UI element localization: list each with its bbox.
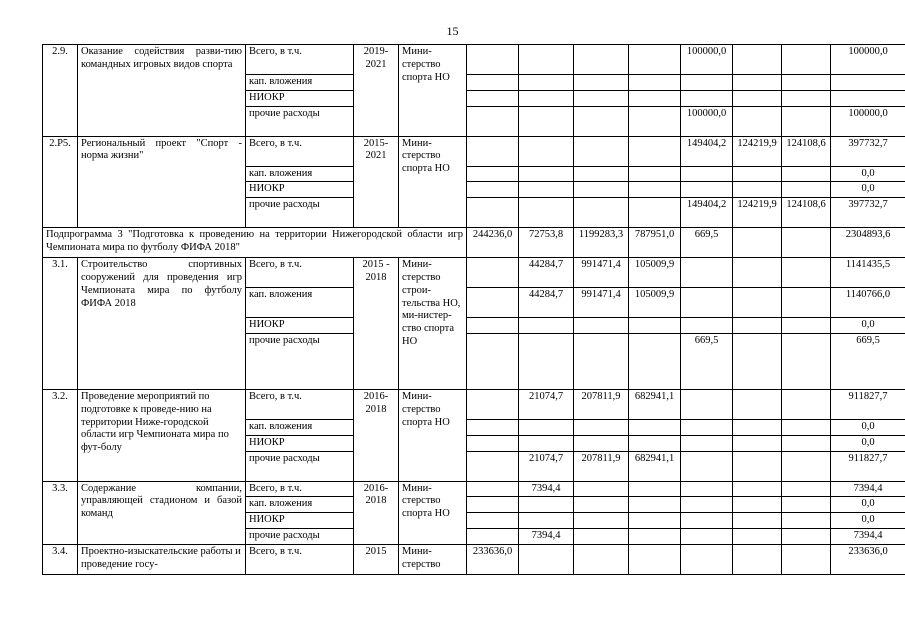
period: 2016-2018	[354, 481, 399, 544]
value-cell	[519, 166, 574, 182]
value-cell	[681, 90, 733, 106]
value-cell: 44284,7	[519, 258, 574, 288]
value-cell	[574, 45, 629, 75]
value-cell	[782, 528, 831, 544]
value-cell	[782, 497, 831, 513]
value-cell	[733, 419, 782, 435]
executor: Мини-стерство спорта НО	[399, 136, 467, 228]
value-cell	[629, 106, 681, 136]
value-cell	[782, 182, 831, 198]
total-cell: 1140766,0	[831, 288, 905, 318]
value-cell	[629, 513, 681, 529]
value-cell: 991471,4	[574, 288, 629, 318]
total-cell: 397732,7	[831, 136, 905, 166]
value-cell	[467, 419, 519, 435]
value-cell	[467, 136, 519, 166]
value-cell	[681, 389, 733, 419]
value-cell	[681, 513, 733, 529]
expense-type: Всего, в т.ч.	[246, 136, 354, 166]
value-cell	[733, 75, 782, 91]
section-number: 2.Р5.	[43, 136, 78, 228]
value-cell	[733, 513, 782, 529]
total-cell: 100000,0	[831, 45, 905, 75]
value-cell: 21074,7	[519, 389, 574, 419]
value-cell	[782, 389, 831, 419]
value-cell	[782, 288, 831, 318]
value-cell	[681, 544, 733, 574]
total-cell	[831, 90, 905, 106]
value-cell	[681, 258, 733, 288]
value-cell	[782, 75, 831, 91]
period: 2019-2021	[354, 45, 399, 137]
value-cell	[681, 419, 733, 435]
value-cell	[467, 182, 519, 198]
total-cell: 0,0	[831, 513, 905, 529]
expense-type: кап. вложения	[246, 75, 354, 91]
value-cell	[629, 182, 681, 198]
total-cell: 0,0	[831, 182, 905, 198]
value-cell	[733, 228, 782, 258]
value-cell	[782, 258, 831, 288]
activity-name: Строительство спортивных сооружений для проведения игр Чемпионата мира по футболу ФИФА 2018	[78, 258, 246, 390]
total-cell: 669,5	[831, 333, 905, 389]
value-cell	[467, 497, 519, 513]
value-cell	[574, 544, 629, 574]
table-row	[43, 389, 905, 419]
value-cell	[629, 544, 681, 574]
value-cell	[782, 333, 831, 389]
activity-name: Содержание компании, управляющей стадионом и базой команд	[78, 481, 246, 544]
value-cell	[519, 513, 574, 529]
value-cell	[733, 481, 782, 497]
value-cell	[681, 318, 733, 334]
value-cell	[629, 136, 681, 166]
value-cell	[681, 75, 733, 91]
value-cell	[574, 513, 629, 529]
table-row	[43, 481, 905, 497]
value-cell	[782, 166, 831, 182]
activity-name: Проведение мероприятий по подготовке к проведе-нию на территории Ниже-городской области игр Чемпионата мира по фут-болу	[78, 389, 246, 481]
value-cell	[467, 75, 519, 91]
activity-name: Региональный проект "Спорт - норма жизни"	[78, 136, 246, 228]
value-cell: 669,5	[681, 228, 733, 258]
total-cell: 100000,0	[831, 106, 905, 136]
value-cell	[574, 75, 629, 91]
value-cell	[467, 288, 519, 318]
value-cell: 233636,0	[467, 544, 519, 574]
value-cell	[467, 513, 519, 529]
value-cell	[519, 333, 574, 389]
expense-type: Всего, в т.ч.	[246, 45, 354, 75]
value-cell: 991471,4	[574, 258, 629, 288]
value-cell: 149404,2	[681, 198, 733, 228]
value-cell	[519, 90, 574, 106]
value-cell	[733, 544, 782, 574]
value-cell	[467, 318, 519, 334]
total-cell: 0,0	[831, 435, 905, 451]
value-cell	[733, 528, 782, 544]
value-cell: 21074,7	[519, 451, 574, 481]
budget-table	[42, 44, 905, 575]
value-cell: 105009,9	[629, 288, 681, 318]
value-cell: 7394,4	[519, 528, 574, 544]
value-cell: 207811,9	[574, 451, 629, 481]
expense-type: НИОКР	[246, 435, 354, 451]
executor: Мини-стерство строи-тельства НО, ми-нистер-ство спорта НО	[399, 258, 467, 390]
value-cell	[574, 198, 629, 228]
value-cell	[467, 90, 519, 106]
value-cell: 7394,4	[519, 481, 574, 497]
value-cell	[519, 182, 574, 198]
value-cell: 682941,1	[629, 451, 681, 481]
value-cell	[782, 45, 831, 75]
value-cell	[467, 258, 519, 288]
period: 2016-2018	[354, 389, 399, 481]
value-cell: 124219,9	[733, 198, 782, 228]
expense-type: НИОКР	[246, 90, 354, 106]
value-cell	[629, 90, 681, 106]
total-cell: 911827,7	[831, 389, 905, 419]
value-cell	[782, 451, 831, 481]
value-cell	[782, 513, 831, 529]
period: 2015	[354, 544, 399, 574]
value-cell	[733, 258, 782, 288]
value-cell	[519, 419, 574, 435]
expense-type: кап. вложения	[246, 419, 354, 435]
period: 2015-2021	[354, 136, 399, 228]
value-cell	[574, 419, 629, 435]
expense-type: прочие расходы	[246, 198, 354, 228]
expense-type: кап. вложения	[246, 166, 354, 182]
total-cell: 233636,0	[831, 544, 905, 574]
value-cell	[681, 182, 733, 198]
value-cell	[629, 318, 681, 334]
value-cell	[574, 528, 629, 544]
executor: Мини-стерство	[399, 544, 467, 574]
value-cell	[629, 75, 681, 91]
expense-type: прочие расходы	[246, 106, 354, 136]
value-cell	[782, 435, 831, 451]
value-cell	[519, 497, 574, 513]
value-cell	[519, 198, 574, 228]
value-cell	[574, 435, 629, 451]
value-cell	[681, 528, 733, 544]
value-cell: 100000,0	[681, 45, 733, 75]
value-cell	[629, 333, 681, 389]
value-cell	[733, 90, 782, 106]
value-cell: 124108,6	[782, 198, 831, 228]
value-cell	[629, 419, 681, 435]
table-row	[43, 45, 905, 75]
value-cell	[467, 451, 519, 481]
value-cell: 787951,0	[629, 228, 681, 258]
expense-type: Всего, в т.ч.	[246, 481, 354, 497]
value-cell	[467, 389, 519, 419]
value-cell	[574, 318, 629, 334]
value-cell: 1199283,3	[574, 228, 629, 258]
value-cell	[629, 166, 681, 182]
value-cell	[782, 90, 831, 106]
expense-type: НИОКР	[246, 513, 354, 529]
value-cell	[681, 166, 733, 182]
executor: Мини-стерство спорта НО	[399, 45, 467, 137]
expense-type: Всего, в т.ч.	[246, 389, 354, 419]
section-number: 3.4.	[43, 544, 78, 574]
value-cell	[467, 198, 519, 228]
value-cell	[467, 45, 519, 75]
value-cell	[574, 90, 629, 106]
section-number: 2.9.	[43, 45, 78, 137]
page-number: 15	[446, 24, 459, 38]
value-cell: 44284,7	[519, 288, 574, 318]
total-cell: 1141435,5	[831, 258, 905, 288]
value-cell	[782, 544, 831, 574]
executor: Мини-стерство спорта НО	[399, 389, 467, 481]
value-cell	[629, 497, 681, 513]
value-cell: 124219,9	[733, 136, 782, 166]
value-cell	[629, 198, 681, 228]
value-cell	[733, 288, 782, 318]
table-row	[43, 258, 905, 288]
value-cell	[574, 166, 629, 182]
value-cell	[519, 435, 574, 451]
value-cell	[629, 435, 681, 451]
value-cell	[733, 318, 782, 334]
total-cell: 397732,7	[831, 198, 905, 228]
activity-name: Проектно-изыскательские работы и проведение госу-	[78, 544, 246, 574]
value-cell: 100000,0	[681, 106, 733, 136]
total-cell	[831, 75, 905, 91]
value-cell	[519, 136, 574, 166]
value-cell	[733, 45, 782, 75]
total-cell: 7394,4	[831, 528, 905, 544]
value-cell	[467, 333, 519, 389]
value-cell: 682941,1	[629, 389, 681, 419]
total-cell: 911827,7	[831, 451, 905, 481]
total-cell: 7394,4	[831, 481, 905, 497]
executor: Мини-стерство спорта НО	[399, 481, 467, 544]
value-cell	[733, 182, 782, 198]
value-cell	[733, 497, 782, 513]
value-cell	[733, 166, 782, 182]
value-cell	[733, 106, 782, 136]
total-cell: 0,0	[831, 497, 905, 513]
total-cell: 0,0	[831, 166, 905, 182]
value-cell	[519, 106, 574, 136]
period: 2015 - 2018	[354, 258, 399, 390]
value-cell	[467, 481, 519, 497]
value-cell	[519, 45, 574, 75]
expense-type: Всего, в т.ч.	[246, 544, 354, 574]
expense-type: Всего, в т.ч.	[246, 258, 354, 288]
section-number: 3.2.	[43, 389, 78, 481]
section-number: 3.1.	[43, 258, 78, 390]
expense-type: НИОКР	[246, 318, 354, 334]
expense-type: НИОКР	[246, 182, 354, 198]
table-row	[43, 544, 905, 574]
table-row	[43, 136, 905, 166]
value-cell: 244236,0	[467, 228, 519, 258]
subprogram-row	[43, 228, 905, 258]
value-cell: 72753,8	[519, 228, 574, 258]
value-cell	[519, 318, 574, 334]
expense-type: прочие расходы	[246, 451, 354, 481]
total-cell: 0,0	[831, 419, 905, 435]
value-cell	[574, 497, 629, 513]
expense-type: кап. вложения	[246, 288, 354, 318]
value-cell	[681, 451, 733, 481]
value-cell	[467, 106, 519, 136]
value-cell	[629, 45, 681, 75]
value-cell	[467, 166, 519, 182]
value-cell	[574, 136, 629, 166]
value-cell	[733, 333, 782, 389]
value-cell	[629, 528, 681, 544]
value-cell	[782, 481, 831, 497]
value-cell	[681, 497, 733, 513]
value-cell	[574, 333, 629, 389]
value-cell	[681, 435, 733, 451]
value-cell	[681, 288, 733, 318]
value-cell: 149404,2	[681, 136, 733, 166]
value-cell	[782, 106, 831, 136]
value-cell: 124108,6	[782, 136, 831, 166]
value-cell	[574, 481, 629, 497]
total-cell: 0,0	[831, 318, 905, 334]
expense-type: прочие расходы	[246, 528, 354, 544]
section-number: 3.3.	[43, 481, 78, 544]
value-cell	[681, 481, 733, 497]
total-cell: 2304893,6	[831, 228, 905, 258]
value-cell	[733, 451, 782, 481]
value-cell	[574, 182, 629, 198]
activity-name: Оказание содействия разви-тию командных игровых видов спорта	[78, 45, 246, 137]
value-cell	[519, 544, 574, 574]
value-cell: 105009,9	[629, 258, 681, 288]
value-cell	[782, 318, 831, 334]
value-cell	[629, 481, 681, 497]
subprogram-title: Подпрограмма 3 "Подготовка к проведению на территории Нижегородской области игр Чемпионата мира по футболу ФИФА 2018"	[43, 228, 467, 258]
value-cell	[519, 75, 574, 91]
value-cell	[782, 228, 831, 258]
value-cell	[733, 435, 782, 451]
value-cell	[733, 389, 782, 419]
value-cell	[574, 106, 629, 136]
expense-type: кап. вложения	[246, 497, 354, 513]
value-cell: 669,5	[681, 333, 733, 389]
value-cell: 207811,9	[574, 389, 629, 419]
value-cell	[467, 435, 519, 451]
expense-type: прочие расходы	[246, 333, 354, 389]
value-cell	[782, 419, 831, 435]
value-cell	[467, 528, 519, 544]
